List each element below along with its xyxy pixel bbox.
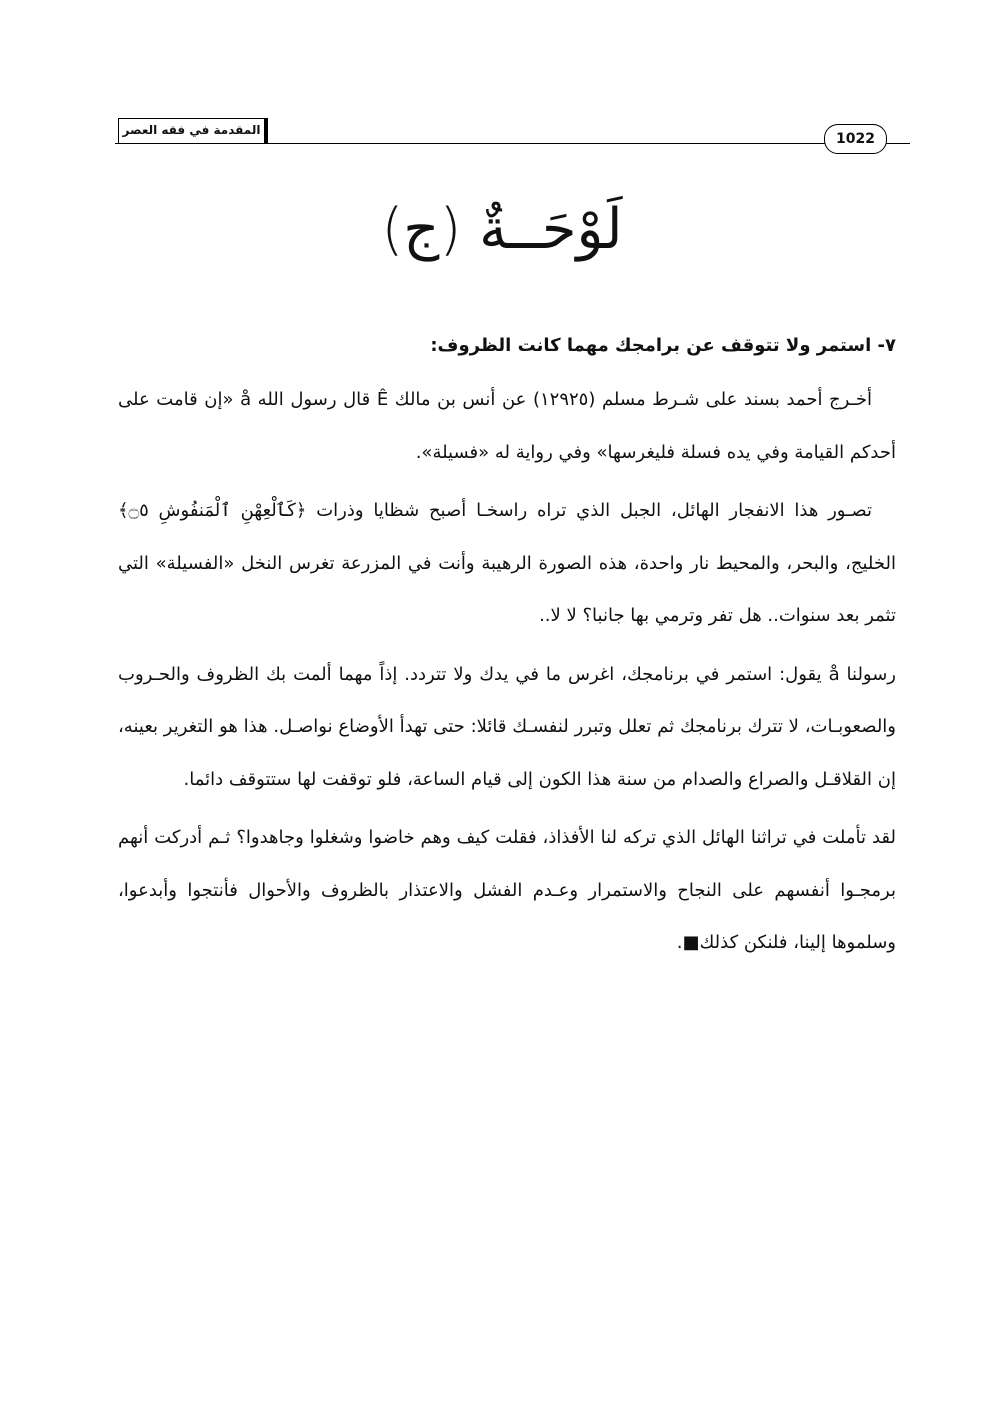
page-header — [115, 118, 910, 154]
page-number: 1022 — [824, 124, 887, 154]
paragraph-prophet-says: رسولنا å يقول: استمر في برنامجك، اغرس ما في يدك ولا تتردد. إذاً مهما ألمت بك الظروف والحـروب والصعوبـات، لا تترك برنامجك ثم تعلل وتبرر لنفسـك قائلا: حتى تهدأ الأوضاع نواصـل. هذا هو التغرير بعينه، إن القلاقـل والصراع والصدام من سنة هذا الكون إلى قيام الساعة، فلو توقفت لها ستتوقف دائما. — [118, 663, 897, 790]
book-title: المقدمة في فقه العصر — [118, 118, 268, 143]
section-heading: ٧- استمر ولا تتوقف عن برامجك مهما كانت الظروف: — [430, 335, 896, 356]
header-rule — [115, 143, 910, 144]
article-body — [118, 326, 896, 976]
paragraph-imagine: تصـور هذا الانفجار الهائل، الجبل الذي تراه راسخـا أصبح شظايا وذرات ﴿كَٱلْعِهْنِ ٱلْمَنفُوشِ ۝٥﴾ الخليج، والبحر، والمحيط نار واحدة، هذه الصورة الرهيبة وأنت في المزرعة تغرس النخل «الفسيلة» التي تثمر بعد سنوات.. هل تفر وترمي بها جانبا؟ لا لا.. — [118, 500, 896, 626]
paragraph-hadith: أخـرج أحمد بسند على شـرط مسلم (١٢٩٢٥) عن أنس بن مالك Ê قال رسول الله å «إن قامت على أحدكم القيامة وفي يده فسلة فليغرسها» وفي رواية له «فسيلة». — [118, 389, 896, 463]
plate-title: لَوْحَــةٌ (ج) — [381, 197, 623, 262]
paragraph-heritage: لقد تأملت في تراثنا الهائل الذي تركه لنا الأفذاذ، فقلت كيف وهم خاضوا وشغلوا وجاهدوا؟ ثـم أدركت أنهم برمجـوا أنفسهم على النجاح والاستمرار وعـدم الفشل والاعتذار بالظروف والأحوال فأنتجوا وأبدعوا، وسلموها إلينا، فلنكن كذلك■. — [118, 827, 896, 953]
